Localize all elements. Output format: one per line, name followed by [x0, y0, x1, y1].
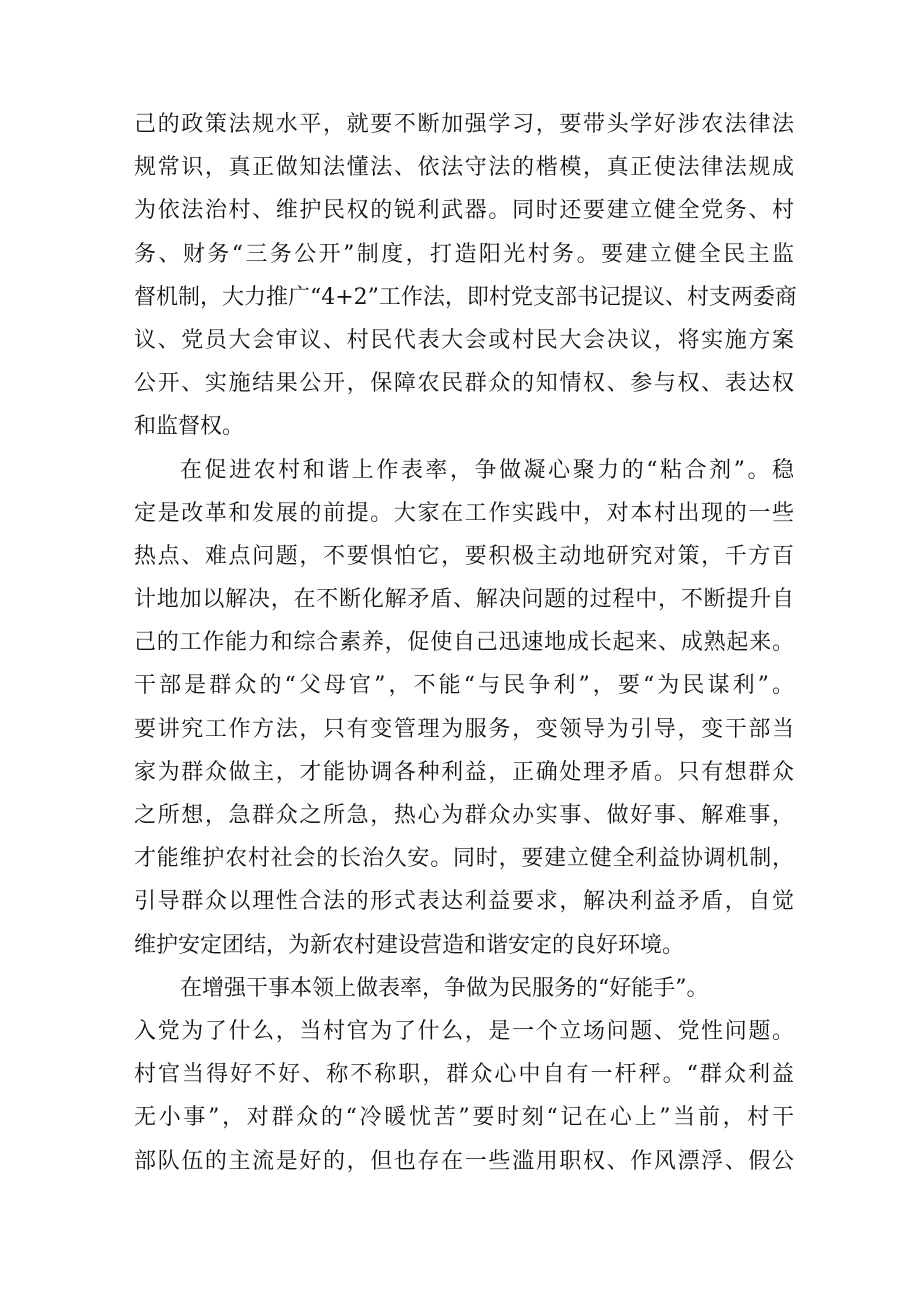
text-line: 才能维护农村社会的长治久安。同时，要建立健全利益协调机制， [134, 846, 794, 872]
text-line: 家为群众做主，才能协调各种利益，正确处理矛盾。只有想群众 [134, 759, 794, 785]
text-line: 己的政策法规水平，就要不断加强学习，要带头学好涉农法律法 [134, 112, 794, 137]
text-line: 要讲究工作方法，只有变管理为服务，变领导为引导，变干部当 [134, 716, 794, 742]
document-body [134, 103, 797, 1183]
text-line: 干部是群众的“父母官”，不能“与民争利”，要“为民谋利”。 [134, 673, 794, 699]
text-line: 村官当得好不好、称不称职，群众心中自有一杆秤。“群众利益 [134, 1062, 794, 1088]
text-line: 务、财务“三务公开”制度，打造阳光村务。要建立健全民主监 [134, 241, 794, 267]
paragraph-start-line: 在促进农村和谐上作表率，争做凝心聚力的“粘合剂”。稳 [180, 457, 794, 483]
text-line: 入党为了什么，当村官为了什么，是一个立场问题、党性问题。 [134, 1018, 794, 1044]
text-line: 公开、实施结果公开，保障农民群众的知情权、参与权、表达权 [134, 371, 794, 397]
text-line: 和监督权。 [134, 414, 245, 440]
text-line: 之所想，急群众之所急，热心为群众办实事、做好事、解难事， [134, 803, 794, 828]
text-line: 热点、难点问题，不要惧怕它，要积极主动地研究对策，千方百 [134, 543, 794, 569]
text-line: 无小事”，对群众的“冷暖忧苦”要时刻“记在心上”当前，村干 [134, 1105, 794, 1131]
text-line: 部队伍的主流是好的，但也存在一些滥用职权、作风漂浮、假公 [134, 1148, 794, 1174]
text-line: 维护安定团结，为新农村建设营造和谐安定的良好环境。 [134, 932, 685, 958]
text-line: 规常识，真正做知法懂法、依法守法的楷模，真正使法律法规成 [134, 155, 794, 181]
text-line: 引导群众以理性合法的形式表达利益要求，解决利益矛盾，自觉 [134, 889, 794, 915]
text-line: 计地加以解决，在不断化解矛盾、解决问题的过程中，不断提升自 [134, 587, 794, 613]
paragraph-start-line: 在增强干事本领上做表率，争做为民服务的“好能手”。 [180, 975, 709, 1001]
text-line: 议、党员大会审议、村民代表大会或村民大会决议，将实施方案 [134, 327, 794, 353]
text-line: 己的工作能力和综合素养，促使自己迅速地成长起来、成熟起来。 [134, 630, 794, 656]
text-line: 定是改革和发展的前提。大家在工作实践中，对本村出现的一些 [134, 500, 794, 526]
text-line: 为依法治村、维护民权的锐利武器。同时还要建立健全党务、村 [134, 198, 794, 224]
text-line: 督机制，大力推广“4+2”工作法，即村党支部书记提议、村支两委商 [134, 284, 797, 310]
